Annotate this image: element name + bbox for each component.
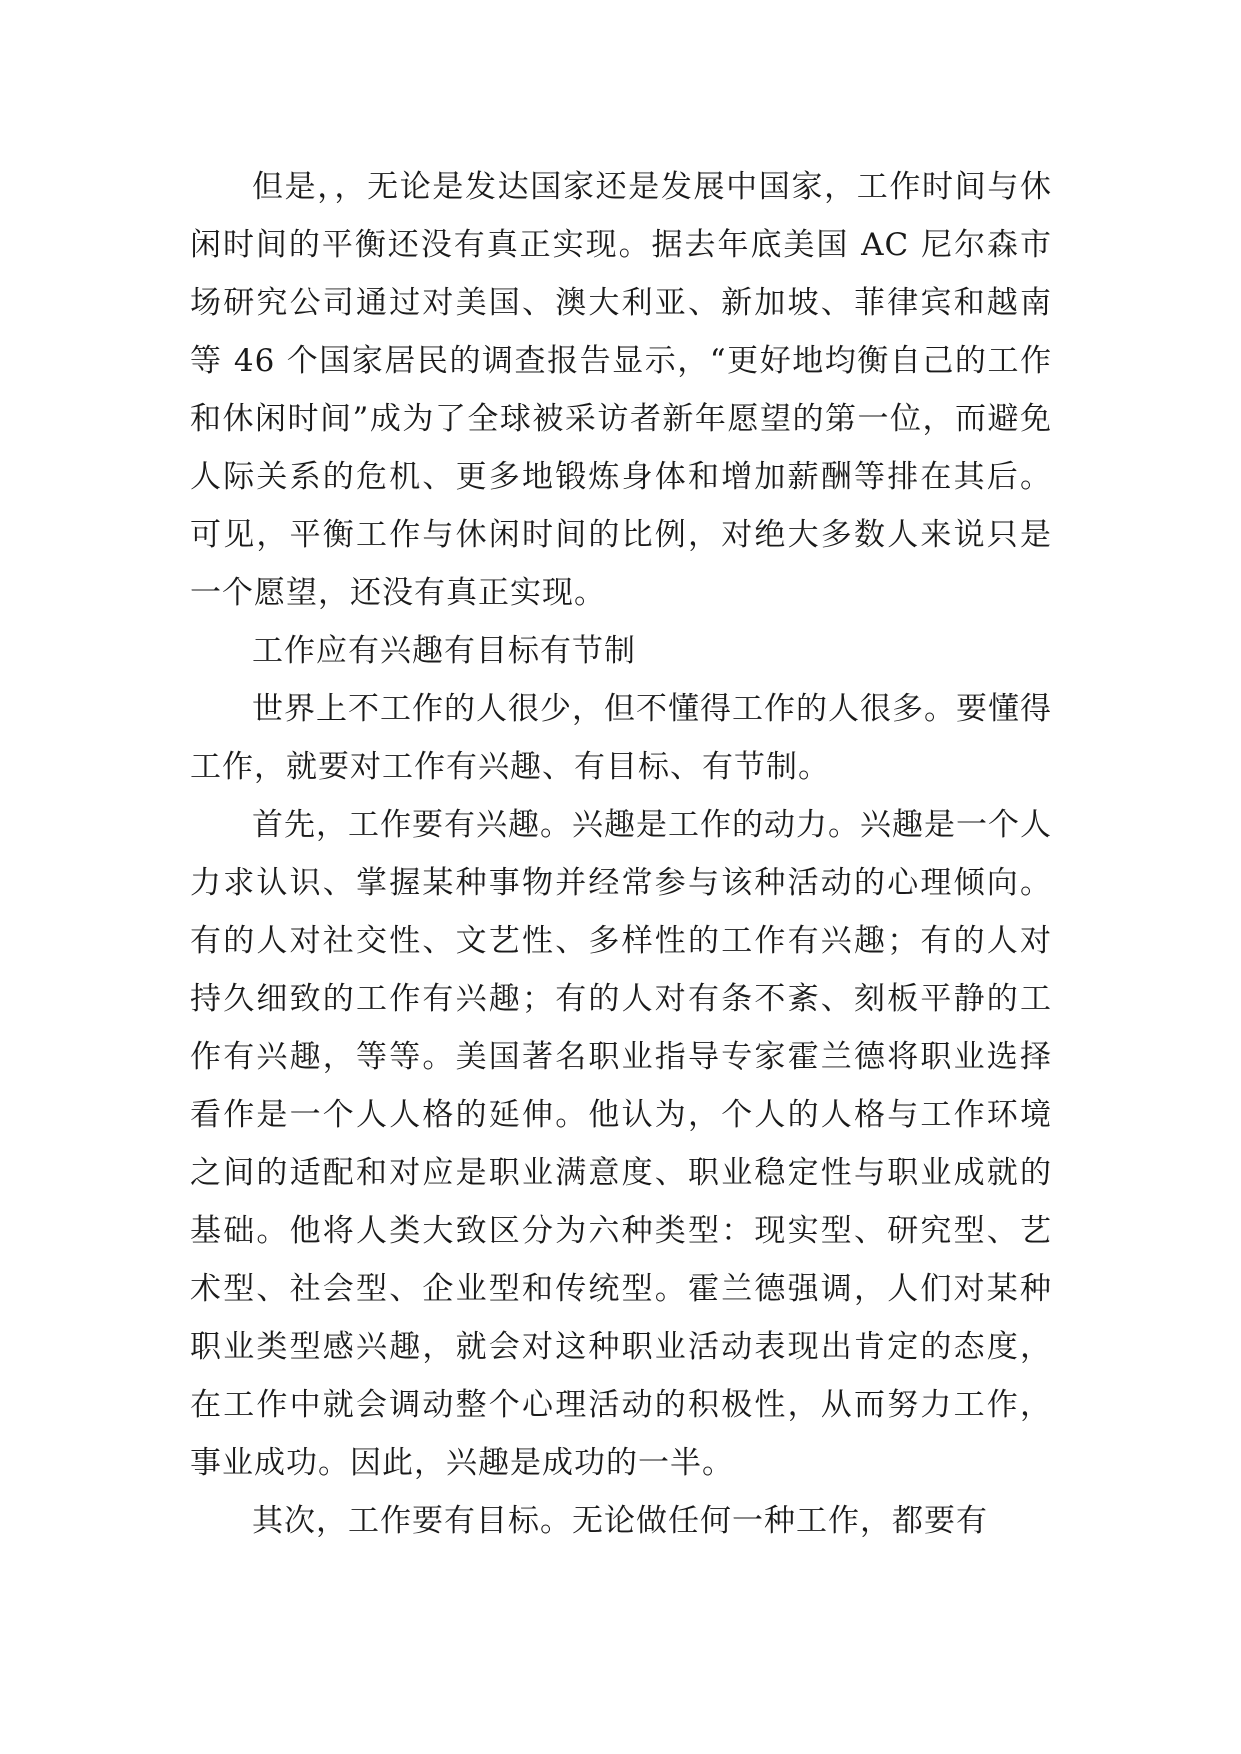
section-heading: 工作应有兴趣有目标有节制 bbox=[252, 633, 636, 669]
paragraph-work-leisure-balance: 但是，，无论是发达国家还是发展中国家，工作时间与休闲时间的平衡还没有真正实现。据去年底美国 AC 尼尔森市场研究公司通过对美国、澳大利亚、新加坡、菲律宾和越南等 46 个国家居民的调查报告显示，“更好地均衡自己的工作和休闲时间”成为了全球被采访者新年愿望的第一位，而避免人际关系的危机、更多地锻炼身体和增加薪酬等排在其后。可见，平衡工作与休闲时间的比例，对绝大多数人来说只是一个愿望，还没有真正实现。 bbox=[190, 169, 1052, 611]
paragraph-interest: 首先，工作要有兴趣。兴趣是工作的动力。兴趣是一个人力求认识、掌握某种事物并经常参与该种活动的心理倾向。有的人对社交性、文艺性、多样性的工作有兴趣；有的人对持久细致的工作有兴趣；有的人对有条不紊、刻板平静的工作有兴趣，等等。美国著名职业指导专家霍兰德将职业选择看作是一个人人格的延伸。他认为，个人的人格与工作环境之间的适配和对应是职业满意度、职业稳定性与职业成就的基础。他将人类大致区分为六种类型：现实型、研究型、艺术型、社会型、企业型和传统型。霍兰德强调，人们对某种职业类型感兴趣，就会对这种职业活动表现出肯定的态度，在工作中就会调动整个心理活动的积极性，从而努力工作，事业成功。因此，兴趣是成功的一半。 bbox=[190, 807, 1052, 1481]
paragraph-goals: 其次，工作要有目标。无论做任何一种工作，都要有 bbox=[252, 1503, 988, 1539]
paragraph-understanding-work: 世界上不工作的人很少，但不懂得工作的人很多。要懂得工作，就要对工作有兴趣、有目标、有节制。 bbox=[190, 691, 1052, 785]
document-body bbox=[190, 158, 1052, 1550]
